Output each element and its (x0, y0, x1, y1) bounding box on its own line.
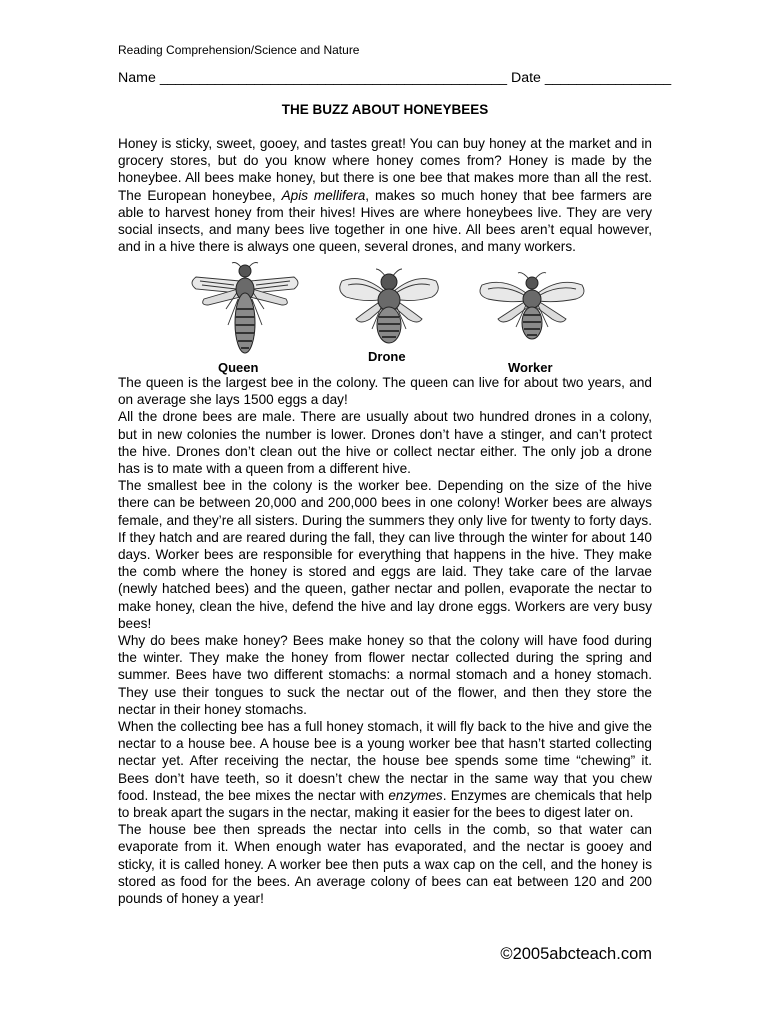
species-name: Apis mellifera (281, 187, 366, 203)
name-label: Name (118, 70, 156, 86)
intro-text-2: , makes so much honey that bee farmers are able to harvest honey from their hives! Hives are where honeybees live. They are very social insects, and many bees live together in one hive. All bees aren’t equal however, and in a hive there is always one queen, several drones, and many workers. (118, 187, 652, 255)
worker-label: Worker (508, 360, 553, 375)
collecting-bee-paragraph (118, 718, 652, 821)
collecting-text-2: . Enzymes are chemicals that help to break apart the sugars in the nectar, making it easier for the bees to digest later on. (118, 787, 652, 821)
article-body (118, 374, 652, 907)
drone-paragraph: All the drone bees are male. There are usually about two hundred drones in a colony, but in new colonies the number is lower. Drones don’t have a stinger, and can’t protect the hive. Drones don’t clean out the hive or collect nectar either. The only job a drone has is to mate with a queen from a different hive. (118, 409, 652, 477)
name-date-line (118, 70, 672, 86)
copyright-footer: ©2005abcteach.com (500, 945, 652, 963)
intro-text-1: Honey is sticky, sweet, gooey, and tastes great! You can buy honey at the market and in grocery stores, but do you know where honey comes from? Honey is made by the honeybee. All bees make honey, but there is one bee that makes more than all the rest. The European honeybee, (118, 136, 652, 203)
bee-illustrations (118, 255, 652, 375)
intro-section (118, 135, 652, 255)
worker-paragraph: The smallest bee in the colony is the worker bee. Depending on the size of the hive there can be between 20,000 and 200,000 bees in one colony! Worker bees are always female, and they’re all sisters. During the summers they only live for twenty to forty days. If they hatch and are reared during the fall, they can live through the winter for about 140 days. Worker bees are responsible for everything that happens in the hive. They make the comb where the honey is stored and eggs are laid. They take care of the larvae (newly hatched bees) and the queen, gather nectar and pollen, evaporate the nectar to make honey, clean the hive, defend the hive and lay drone eggs. Workers are very busy bees! (118, 478, 652, 631)
drone-label: Drone (368, 349, 406, 364)
queen-paragraph: The queen is the largest bee in the colony. The queen can live for about two years, and on average she lays 1500 eggs a day! (118, 375, 652, 408)
queen-label: Queen (218, 360, 259, 375)
why-honey-paragraph: Why do bees make honey? Bees make honey so that the colony will have food during the winter. They make the honey from flower nectar collected during the spring and summer. Bees have two different stomachs: a normal stomach and a honey stomach. They use their tongues to suck the nectar out of the flower, and then they store the nectar in their honey stomachs. (118, 633, 652, 717)
house-bee-paragraph: The house bee then spreads the nectar into cells in the comb, so that water can evaporate from it. When enough water has evaporated, and the nectar is gooey and sticky, it is called honey. A worker bee then puts a wax cap on the cell, and the honey is stored as food for the bees. An average colony of bees can eat between 120 and 200 pounds of honey a year! (118, 822, 652, 907)
drone-bee-illustration (336, 267, 442, 353)
intro-paragraph (118, 135, 652, 255)
collecting-text-1: When the collecting bee has a full honey stomach, it will fly back to the hive and give the nectar to a house bee. A house bee is a young worker bee that hasn’t started collecting nectar yet. After receiving the nectar, the house bee spends some time “chewing” it. Bees don’t have teeth, so it doesn’t chew the nectar in the same way that you chew food. Instead, the bee mixes the nectar with (118, 719, 652, 803)
worker-bee-illustration (476, 269, 588, 353)
date-label: Date (510, 70, 541, 86)
page-title: THE BUZZ ABOUT HONEYBEES (281, 102, 489, 117)
subject-header: Reading Comprehension/Science and Nature (118, 43, 360, 57)
queen-bee-illustration (186, 259, 304, 363)
name-blank: ____________________________________________ (159, 70, 507, 86)
date-blank: ________________ (544, 70, 672, 86)
enzymes-term: enzymes (388, 787, 443, 803)
